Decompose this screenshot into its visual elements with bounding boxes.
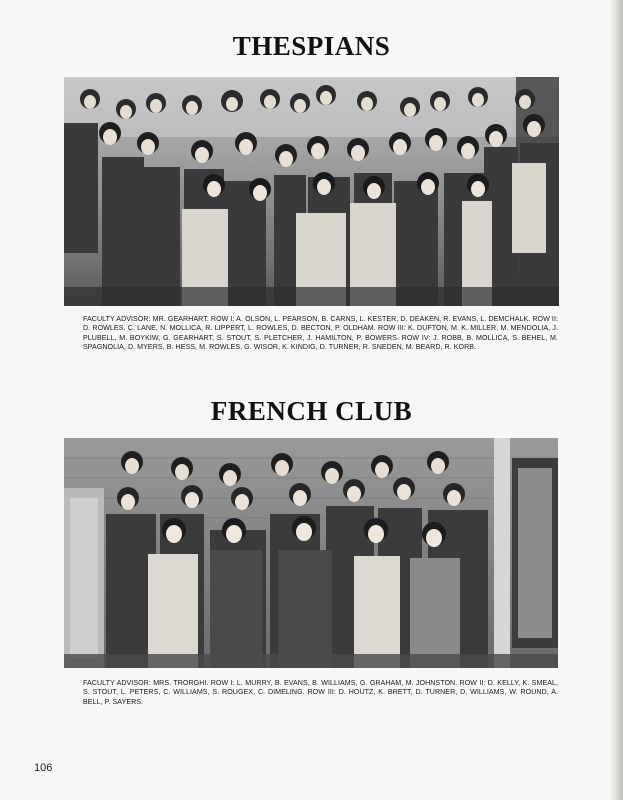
section-title-french-club: FRENCH CLUB bbox=[210, 396, 413, 426]
group-photo-icon bbox=[64, 438, 558, 668]
thespians-caption: FACULTY ADVISOR: MR. GEARHART. ROW I: A. OLSON, L. PEARSON, B. CARNS, L. KESTER, D. DEAKEN, R. EVANS, L. DEMCHALK. ROW II: D. ROWLES, C. LANE, N. MOLLICA, R. LIPPERT, L. ROWLES, D. BECTON, P. OLDHAM. ROW III: K. DUFTON, M. K. MILLER, M. MENDOLIA, J. PLUBELL, M. BOYKIW, G. GEARHART, S. STOUT, S. PLETCHER, J. HAMILTON, P. BOWERS. ROW IV: J. ROBB, B. MOLLICA, S. BEHEL, M. SPAGNOLIA, D. MYERS, B. HESS, M. ROWLES, G. WISOR, K. KINDIG, D. TURNER, R. SNEDEN, M. BEARD, R. KORB. bbox=[83, 315, 558, 351]
page-number: 106 bbox=[34, 762, 53, 774]
french-club-group-photo bbox=[64, 438, 558, 668]
section-title-thespians: THESPIANS bbox=[232, 31, 391, 61]
french-club-caption: FACULTY ADVISOR: MRS. TRORGHI. ROW I: L. MURRY, B. EVANS, B. WILLIAMS, G. GRAHAM, M. JOHNSTON. ROW II: D. KELLY, K. SMEAL, S. STOUT, L. PETERS, C. WILLIAMS, S. ROUGEX, C. DIMELING. ROW III: D. HOUTZ, K. BRETT, D. TURNER, D. WILLIAMS, W. ROUND, A. BELL, P. SAYERS. bbox=[83, 679, 558, 706]
group-photo-icon bbox=[64, 77, 559, 306]
thespians-group-photo bbox=[64, 77, 559, 306]
